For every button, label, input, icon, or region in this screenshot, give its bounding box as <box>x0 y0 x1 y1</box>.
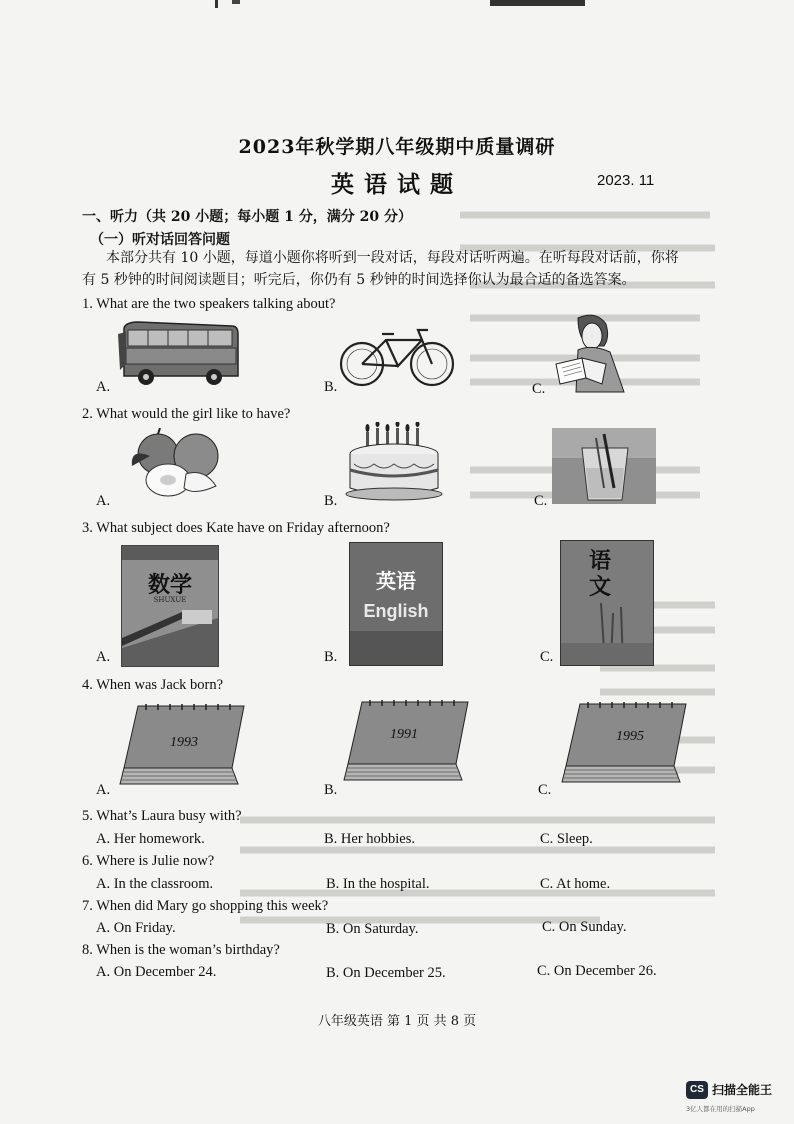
birthday-cake-icon <box>344 422 444 502</box>
question-number: 1. <box>82 296 93 312</box>
question-5 <box>82 808 242 825</box>
calendar-icon <box>560 702 690 792</box>
option-label-c[interactable]: C. <box>534 493 548 509</box>
question-text: What would the girl like to have? <box>96 406 291 422</box>
bicycle-icon <box>338 326 456 388</box>
bus-icon <box>116 320 240 386</box>
section-heading: 一、听力（共 20 小题；每小题 1 分，满分 20 分） <box>82 209 412 225</box>
option-label-c[interactable]: C. <box>540 649 554 665</box>
question-number: 7. <box>82 898 93 914</box>
reading-person-icon <box>548 312 632 394</box>
option-label-b[interactable]: B. <box>324 493 338 509</box>
exam-subject-title: 英语试题 <box>331 171 463 198</box>
calendar-icon <box>342 700 472 790</box>
english-book-icon <box>349 542 443 666</box>
calendar-year: 1991 <box>390 727 418 742</box>
book-cover-subtitle: English <box>363 601 429 621</box>
question-2 <box>82 406 290 423</box>
option-a[interactable]: A. In the classroom. <box>96 876 214 892</box>
question-text: When is the woman’s birthday? <box>96 942 280 958</box>
question-number: 2. <box>82 406 93 422</box>
calendar-icon <box>118 704 248 794</box>
exam-date: 2023. 11 <box>597 172 655 189</box>
section-subheading: （一）听对话回答问题 <box>90 232 230 248</box>
option-label-a[interactable]: A. <box>96 493 111 509</box>
option-a[interactable]: A. On Friday. <box>96 920 176 936</box>
calendar-year: 1993 <box>170 735 198 750</box>
question-7 <box>82 898 328 915</box>
option-a[interactable]: A. Her homework. <box>96 831 205 847</box>
question-number: 4. <box>82 677 93 693</box>
math-book-icon <box>121 545 219 667</box>
calendar-year: 1995 <box>616 729 644 744</box>
option-label-a[interactable]: A. <box>96 379 111 395</box>
scanner-tagline: 3亿人都在用的扫描App <box>686 1105 755 1113</box>
question-text: When did Mary go shopping this week? <box>96 898 329 914</box>
option-b[interactable]: B. On Saturday. <box>326 921 419 937</box>
question-number: 5. <box>82 808 93 824</box>
option-c[interactable]: C. On December 26. <box>537 963 657 979</box>
option-label-c[interactable]: C. <box>538 782 552 798</box>
question-8 <box>82 942 280 959</box>
option-label-c[interactable]: C. <box>532 381 546 397</box>
question-text: What subject does Kate have on Friday afternoon? <box>96 520 390 536</box>
scanner-name: 扫描全能王 <box>712 1083 773 1097</box>
instruction-line-1: 本部分共有 10 小题，每道小题你将听到一段对话，每段对话听两遍。在听每段对话前，你将 <box>106 250 679 266</box>
question-text: Where is Julie now? <box>96 853 215 869</box>
option-label-b[interactable]: B. <box>324 649 338 665</box>
question-number: 3. <box>82 520 93 536</box>
option-b[interactable]: B. In the hospital. <box>326 876 430 892</box>
question-4 <box>82 677 223 694</box>
option-b[interactable]: B. On December 25. <box>326 965 446 981</box>
question-6 <box>82 853 214 870</box>
book-cover-subtitle: SHUXUE <box>153 596 187 604</box>
option-c[interactable]: C. At home. <box>540 876 611 892</box>
chinese-book-icon <box>560 540 654 666</box>
option-label-a[interactable]: A. <box>96 649 111 665</box>
book-cover-title: 英语 <box>376 569 416 593</box>
option-b[interactable]: B. Her hobbies. <box>324 831 416 847</box>
option-label-b[interactable]: B. <box>324 782 338 798</box>
apples-icon <box>124 428 228 498</box>
option-label-b[interactable]: B. <box>324 379 338 395</box>
option-label-a[interactable]: A. <box>96 782 111 798</box>
question-text: When was Jack born? <box>96 677 224 693</box>
book-cover-title: 数学 <box>147 573 192 598</box>
scanner-logo: CS <box>686 1081 708 1099</box>
question-3 <box>82 520 390 537</box>
option-c[interactable]: C. Sleep. <box>540 831 593 847</box>
question-text: What’s Laura busy with? <box>96 808 242 824</box>
question-number: 6. <box>82 853 93 869</box>
question-1 <box>82 296 335 313</box>
juice-glass-icon <box>552 428 656 504</box>
page-footer: 八年级英语 第 1 页 共 8 页 <box>317 1014 477 1029</box>
instruction-line-2: 有 5 秒钟的时间阅读题目；听完后，你仍有 5 秒钟的时间选择你认为最合适的备选答案。 <box>82 272 636 288</box>
exam-title: 2023年秋学期八年级期中质量调研 <box>238 136 556 158</box>
question-text: What are the two speakers talking about? <box>96 296 336 312</box>
option-a[interactable]: A. On December 24. <box>96 964 217 980</box>
option-c[interactable]: C. On Sunday. <box>542 919 627 935</box>
question-number: 8. <box>82 942 93 958</box>
book-cover-title: 语文 <box>589 549 612 600</box>
